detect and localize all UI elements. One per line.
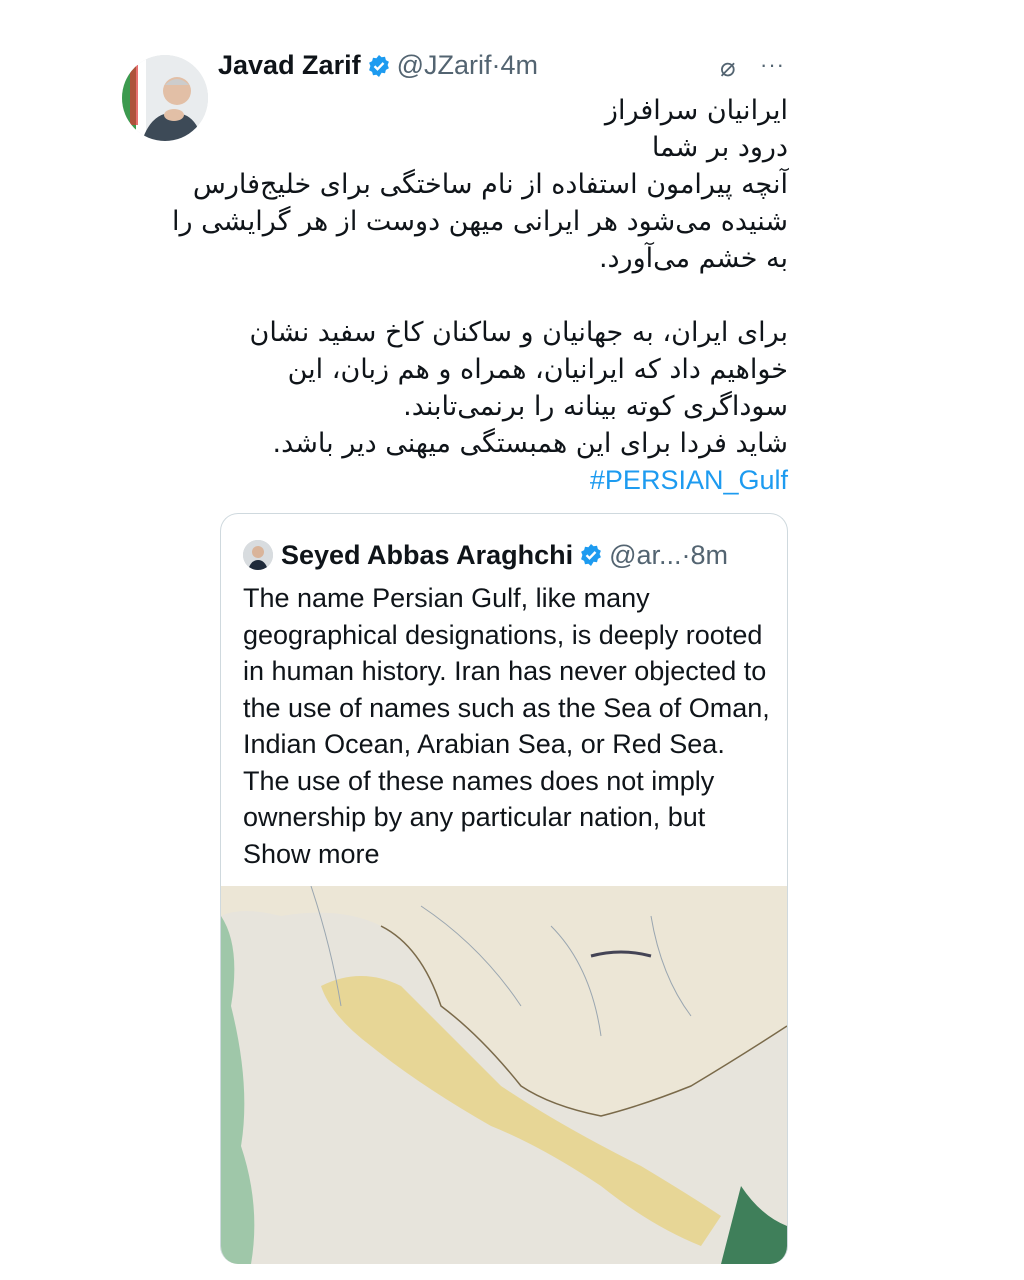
quote-text [243,580,773,872]
tweet-line: خواهیم داد که ایرانیان، همراه و هم زبان، این [287,354,788,385]
quote-time[interactable]: 8m [690,540,729,570]
author-avatar[interactable] [122,55,208,141]
quote-author-name[interactable]: Seyed Abbas Araghchi [281,540,574,570]
more-options-icon[interactable]: ··· [760,52,785,77]
tweet-line: درود بر شما [651,132,788,163]
tweet-time[interactable]: 4m [500,50,539,80]
quote-header [243,538,765,572]
verified-badge-icon [579,543,603,567]
persian-gulf-map-image[interactable] [221,886,787,1264]
quote-author-avatar[interactable] [243,540,273,570]
verified-badge-icon [367,54,391,78]
hashtag-link[interactable]: #PERSIAN_Gulf [589,465,788,495]
grok-icon[interactable]: ⌀ [720,52,736,82]
tweet-text [172,92,788,499]
tweet-line: آنچه پیرامون استفاده از نام ساختگی برای خلیج‌فارس [192,169,788,200]
quoted-tweet[interactable] [220,513,788,1264]
separator-dot: · [491,50,501,80]
tweet-line: برای ایران، به جهانیان و ساکنان کاخ سفید نشان [249,317,788,348]
quote-body: The name Persian Gulf, like many geographical designations, is deeply rooted in human history. Iran has never objected to the use of names such as the Sea of Oman, Indian Ocean, Arabian Sea, or Red Sea. The use of these names does not imply ownership by any particular nation, but [243,583,770,832]
show-more-link[interactable]: Show more [243,838,380,869]
quote-author-handle[interactable]: @ar... [609,540,682,570]
tweet-line: سوداگری کوته بینانه را برنمی‌تابند. [403,391,788,422]
author-name[interactable]: Javad Zarif [218,50,361,80]
separator-dot: · [681,540,691,570]
tweet-line: شنیده می‌شود هر ایرانی میهن دوست از هر گرایشی را [172,206,788,237]
tweet-line: به خشم می‌آورد. [598,243,788,274]
tweet-line: ایرانیان سرافراز [604,95,788,126]
tweet-content [172,92,788,1264]
author-handle[interactable]: @JZarif [396,50,492,80]
tweet-header [218,50,538,81]
tweet-line: شاید فردا برای این همبستگی میهنی دیر باشد. [272,428,788,459]
